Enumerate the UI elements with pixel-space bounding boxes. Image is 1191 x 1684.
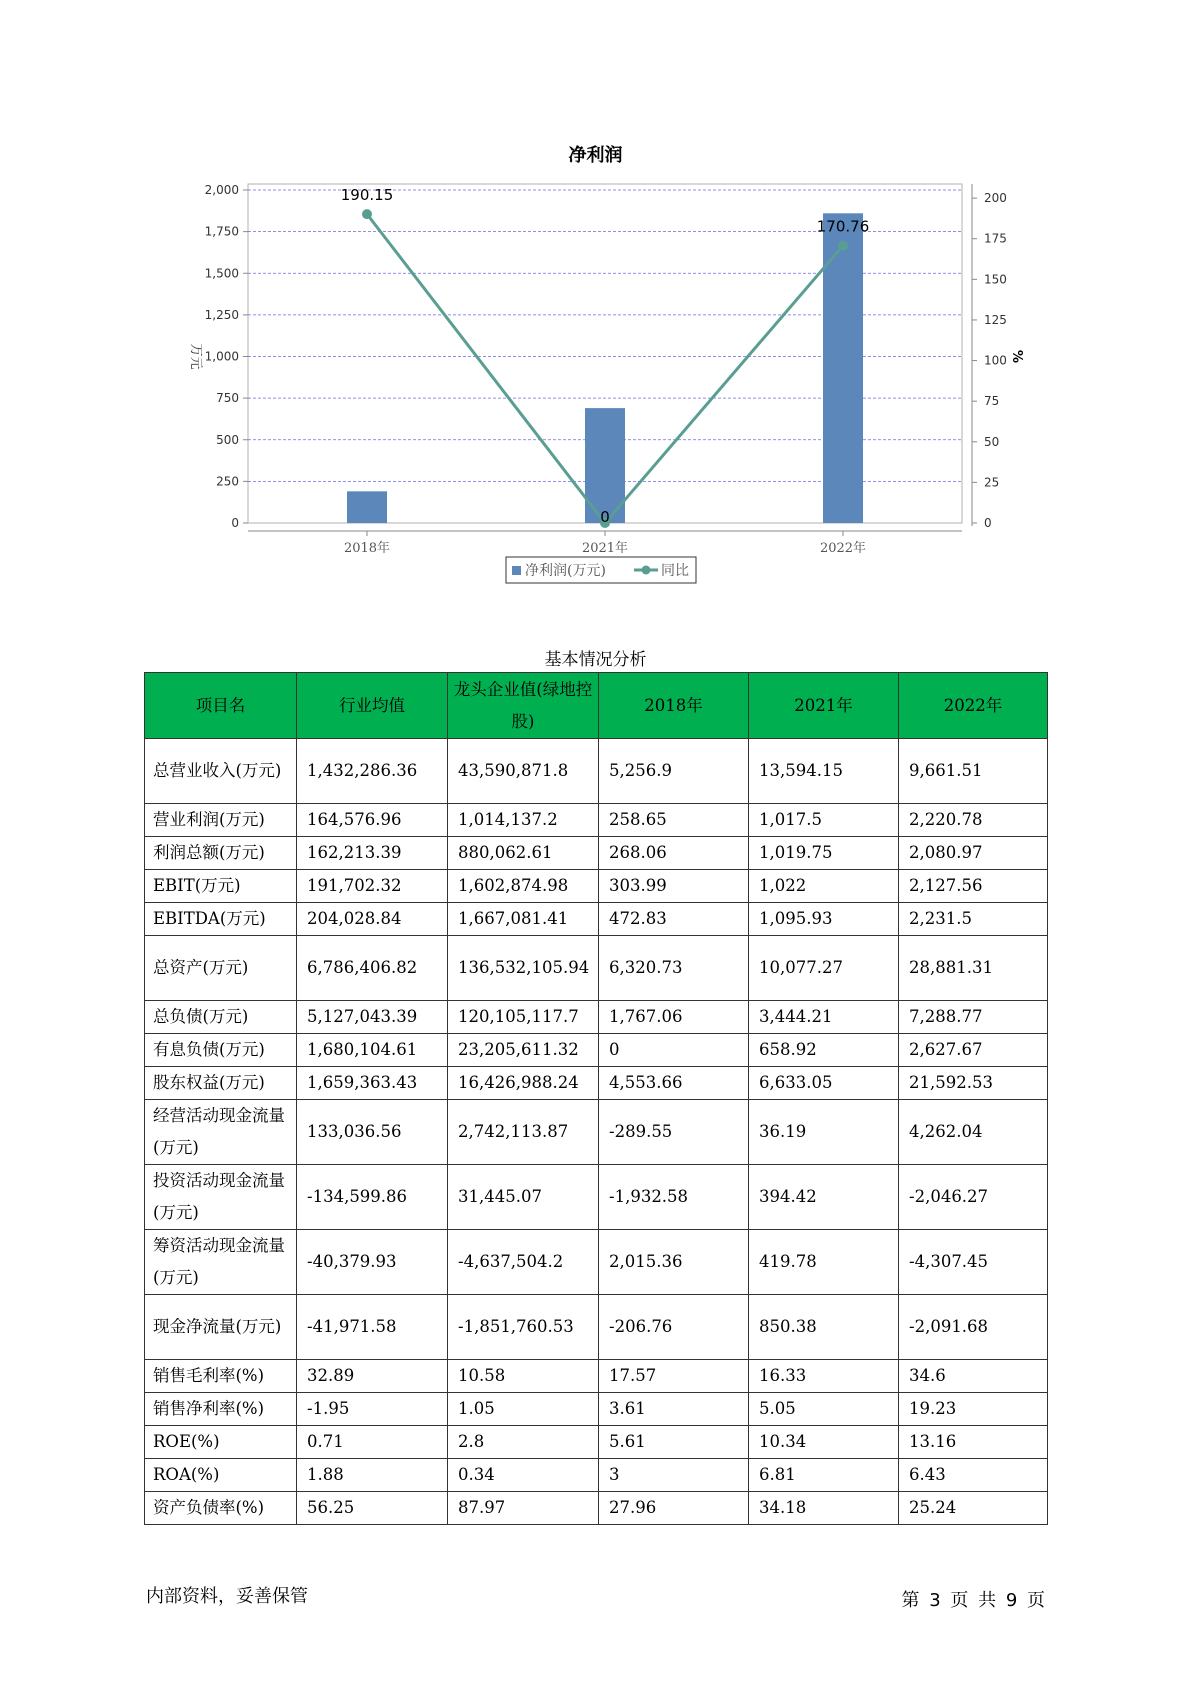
value-cell: 2,220.78 <box>899 804 1048 837</box>
value-cell: 13.16 <box>899 1426 1048 1459</box>
table-row <box>145 739 1048 804</box>
y-tick-label: 750 <box>216 391 239 406</box>
value-cell: 6.81 <box>749 1459 899 1492</box>
y2-tick-label: 175 <box>984 231 1007 246</box>
header-cell: 龙头企业值(绿地控股) <box>448 673 599 739</box>
table-caption: 基本情况分析 <box>544 650 647 670</box>
bar <box>347 491 387 523</box>
value-cell: 2.8 <box>448 1426 599 1459</box>
value-cell: 34.6 <box>899 1360 1048 1393</box>
value-cell: 16.33 <box>749 1360 899 1393</box>
row-label-cell: 总资产(万元) <box>145 936 297 1001</box>
value-cell: 1,014,137.2 <box>448 804 599 837</box>
y-tick-label: 500 <box>216 432 239 447</box>
value-cell: -206.76 <box>599 1295 749 1360</box>
value-cell: 9,661.51 <box>899 739 1048 804</box>
value-cell: 13,594.15 <box>749 739 899 804</box>
x-tick-label: 2021年 <box>581 541 629 556</box>
value-cell: 1,767.06 <box>599 1001 749 1034</box>
row-label-cell: EBIT(万元) <box>145 870 297 903</box>
value-cell: 5.05 <box>749 1393 899 1426</box>
value-cell: 303.99 <box>599 870 749 903</box>
row-label-cell: 股东权益(万元) <box>145 1067 297 1100</box>
value-cell: 2,231.5 <box>899 903 1048 936</box>
value-cell: 56.25 <box>297 1492 448 1525</box>
value-cell: -2,091.68 <box>899 1295 1048 1360</box>
y-tick-label: 250 <box>216 474 239 489</box>
row-label-cell: 筹资活动现金流量(万元) <box>145 1230 297 1295</box>
table-row <box>145 870 1048 903</box>
value-cell: 0.34 <box>448 1459 599 1492</box>
value-cell: 4,262.04 <box>899 1100 1048 1165</box>
table-row <box>145 903 1048 936</box>
row-label-cell: 经营活动现金流量(万元) <box>145 1100 297 1165</box>
data-label: 0 <box>600 508 610 526</box>
data-label: 170.76 <box>816 217 870 236</box>
value-cell: 0 <box>599 1034 749 1067</box>
legend-bar-swatch <box>512 566 521 575</box>
y-tick-label: 1,750 <box>204 224 239 239</box>
table-row <box>145 1393 1048 1426</box>
y-tick-label: 1,000 <box>204 349 239 364</box>
value-cell: 2,127.56 <box>899 870 1048 903</box>
value-cell: 204,028.84 <box>297 903 448 936</box>
value-cell: 0.71 <box>297 1426 448 1459</box>
value-cell: 7,288.77 <box>899 1001 1048 1034</box>
value-cell: 10.34 <box>749 1426 899 1459</box>
value-cell: 16,426,988.24 <box>448 1067 599 1100</box>
value-cell: -4,307.45 <box>899 1230 1048 1295</box>
value-cell: 1,022 <box>749 870 899 903</box>
value-cell: 880,062.61 <box>448 837 599 870</box>
value-cell: 136,532,105.94 <box>448 936 599 1001</box>
table-row <box>145 1459 1048 1492</box>
row-label-cell: ROE(%) <box>145 1426 297 1459</box>
value-cell: 3.61 <box>599 1393 749 1426</box>
value-cell: 394.42 <box>749 1165 899 1230</box>
value-cell: 23,205,611.32 <box>448 1034 599 1067</box>
value-cell: -4,637,504.2 <box>448 1230 599 1295</box>
y2-tick-label: 125 <box>984 312 1007 327</box>
value-cell: 19.23 <box>899 1393 1048 1426</box>
table-row <box>145 1100 1048 1165</box>
legend-bar-label: 净利润(万元) <box>525 563 606 579</box>
row-label-cell: 利润总额(万元) <box>145 837 297 870</box>
value-cell: 6.43 <box>899 1459 1048 1492</box>
table-header-row <box>145 673 1048 739</box>
value-cell: 5,127,043.39 <box>297 1001 448 1034</box>
value-cell: 1,019.75 <box>749 837 899 870</box>
value-cell: 87.97 <box>448 1492 599 1525</box>
footer-confidential-note: 内部资料，妥善保管 <box>146 1586 308 1607</box>
value-cell: 10.58 <box>448 1360 599 1393</box>
value-cell: 6,633.05 <box>749 1067 899 1100</box>
value-cell: 268.06 <box>599 837 749 870</box>
header-cell: 2018年 <box>599 673 749 739</box>
table-row <box>145 1426 1048 1459</box>
value-cell: 4,553.66 <box>599 1067 749 1100</box>
value-cell: 1,432,286.36 <box>297 739 448 804</box>
row-label-cell: 资产负债率(%) <box>145 1492 297 1525</box>
value-cell: -1,932.58 <box>599 1165 749 1230</box>
table-row <box>145 1067 1048 1100</box>
y2-tick-label: 75 <box>984 394 1000 409</box>
value-cell: 10,077.27 <box>749 936 899 1001</box>
value-cell: 5.61 <box>599 1426 749 1459</box>
y2-tick-label: 0 <box>984 516 992 530</box>
table-row <box>145 1360 1048 1393</box>
value-cell: 6,320.73 <box>599 936 749 1001</box>
value-cell: 191,702.32 <box>297 870 448 903</box>
value-cell: 162,213.39 <box>297 837 448 870</box>
value-cell: 1.05 <box>448 1393 599 1426</box>
value-cell: 2,015.36 <box>599 1230 749 1295</box>
table-row <box>145 1034 1048 1067</box>
value-cell: 1.88 <box>297 1459 448 1492</box>
value-cell: -134,599.86 <box>297 1165 448 1230</box>
value-cell: 34.18 <box>749 1492 899 1525</box>
table-row <box>145 936 1048 1001</box>
y-axis-title: 万元 <box>188 343 203 370</box>
value-cell: 133,036.56 <box>297 1100 448 1165</box>
table-row <box>145 1165 1048 1230</box>
value-cell: 1,017.5 <box>749 804 899 837</box>
row-label-cell: EBITDA(万元) <box>145 903 297 936</box>
table-row <box>145 837 1048 870</box>
y2-tick-label: 150 <box>984 272 1007 287</box>
basic-analysis-table <box>144 672 1048 1525</box>
y-tick-label: 2,000 <box>204 183 239 197</box>
line-point <box>362 209 372 219</box>
value-cell: 2,742,113.87 <box>448 1100 599 1165</box>
table-row <box>145 1001 1048 1034</box>
line-point <box>838 241 848 251</box>
value-cell: 419.78 <box>749 1230 899 1295</box>
y2-tick-label: 50 <box>984 434 1000 449</box>
header-cell: 项目名 <box>145 673 297 739</box>
row-label-cell: 营业利润(万元) <box>145 804 297 837</box>
value-cell: 258.65 <box>599 804 749 837</box>
table-row <box>145 1230 1048 1295</box>
value-cell: -41,971.58 <box>297 1295 448 1360</box>
value-cell: 27.96 <box>599 1492 749 1525</box>
value-cell: 5,256.9 <box>599 739 749 804</box>
y2-tick-label: 25 <box>984 475 1000 490</box>
value-cell: 6,786,406.82 <box>297 936 448 1001</box>
value-cell: 3 <box>599 1459 749 1492</box>
value-cell: 1,659,363.43 <box>297 1067 448 1100</box>
table-row <box>145 1295 1048 1360</box>
row-label-cell: 现金净流量(万元) <box>145 1295 297 1360</box>
value-cell: 1,680,104.61 <box>297 1034 448 1067</box>
row-label-cell: 总负债(万元) <box>145 1001 297 1034</box>
value-cell: 36.19 <box>749 1100 899 1165</box>
value-cell: -40,379.93 <box>297 1230 448 1295</box>
net-profit-chart <box>0 0 1191 600</box>
value-cell: 164,576.96 <box>297 804 448 837</box>
chart-title: 净利润 <box>568 145 623 166</box>
y2-tick-label: 200 <box>984 191 1007 206</box>
value-cell: -2,046.27 <box>899 1165 1048 1230</box>
row-label-cell: 有息负债(万元) <box>145 1034 297 1067</box>
value-cell: 658.92 <box>749 1034 899 1067</box>
row-label-cell: 销售毛利率(%) <box>145 1360 297 1393</box>
y-tick-label: 1,500 <box>204 266 239 281</box>
y-tick-label: 1,250 <box>204 307 239 322</box>
table-row <box>145 1492 1048 1525</box>
x-tick-label: 2018年 <box>343 541 391 556</box>
value-cell: 2,080.97 <box>899 837 1048 870</box>
row-label-cell: 总营业收入(万元) <box>145 739 297 804</box>
value-cell: 31,445.07 <box>448 1165 599 1230</box>
value-cell: 3,444.21 <box>749 1001 899 1034</box>
value-cell: -1.95 <box>297 1393 448 1426</box>
row-label-cell: 投资活动现金流量(万元) <box>145 1165 297 1230</box>
value-cell: 32.89 <box>297 1360 448 1393</box>
value-cell: 1,602,874.98 <box>448 870 599 903</box>
value-cell: 1,095.93 <box>749 903 899 936</box>
value-cell: 25.24 <box>899 1492 1048 1525</box>
row-label-cell: 销售净利率(%) <box>145 1393 297 1426</box>
data-label: 190.15 <box>340 186 394 205</box>
value-cell: -1,851,760.53 <box>448 1295 599 1360</box>
value-cell: 472.83 <box>599 903 749 936</box>
footer-page-number: 第 3 页 共 9 页 <box>901 1590 1047 1611</box>
value-cell: 2,627.67 <box>899 1034 1048 1067</box>
y2-tick-label: 100 <box>984 353 1007 368</box>
value-cell: 28,881.31 <box>899 936 1048 1001</box>
y2-axis-title: % <box>1009 349 1024 364</box>
table-row <box>145 804 1048 837</box>
value-cell: 120,105,117.7 <box>448 1001 599 1034</box>
legend-line-label: 同比 <box>661 563 689 579</box>
value-cell: 43,590,871.8 <box>448 739 599 804</box>
value-cell: 17.57 <box>599 1360 749 1393</box>
header-cell: 2021年 <box>749 673 899 739</box>
legend-line-marker <box>642 566 651 575</box>
header-cell: 2022年 <box>899 673 1048 739</box>
value-cell: 21,592.53 <box>899 1067 1048 1100</box>
row-label-cell: ROA(%) <box>145 1459 297 1492</box>
header-cell: 行业均值 <box>297 673 448 739</box>
value-cell: -289.55 <box>599 1100 749 1165</box>
x-tick-label: 2022年 <box>819 541 867 556</box>
y-tick-label: 0 <box>231 516 239 530</box>
value-cell: 1,667,081.41 <box>448 903 599 936</box>
value-cell: 850.38 <box>749 1295 899 1360</box>
